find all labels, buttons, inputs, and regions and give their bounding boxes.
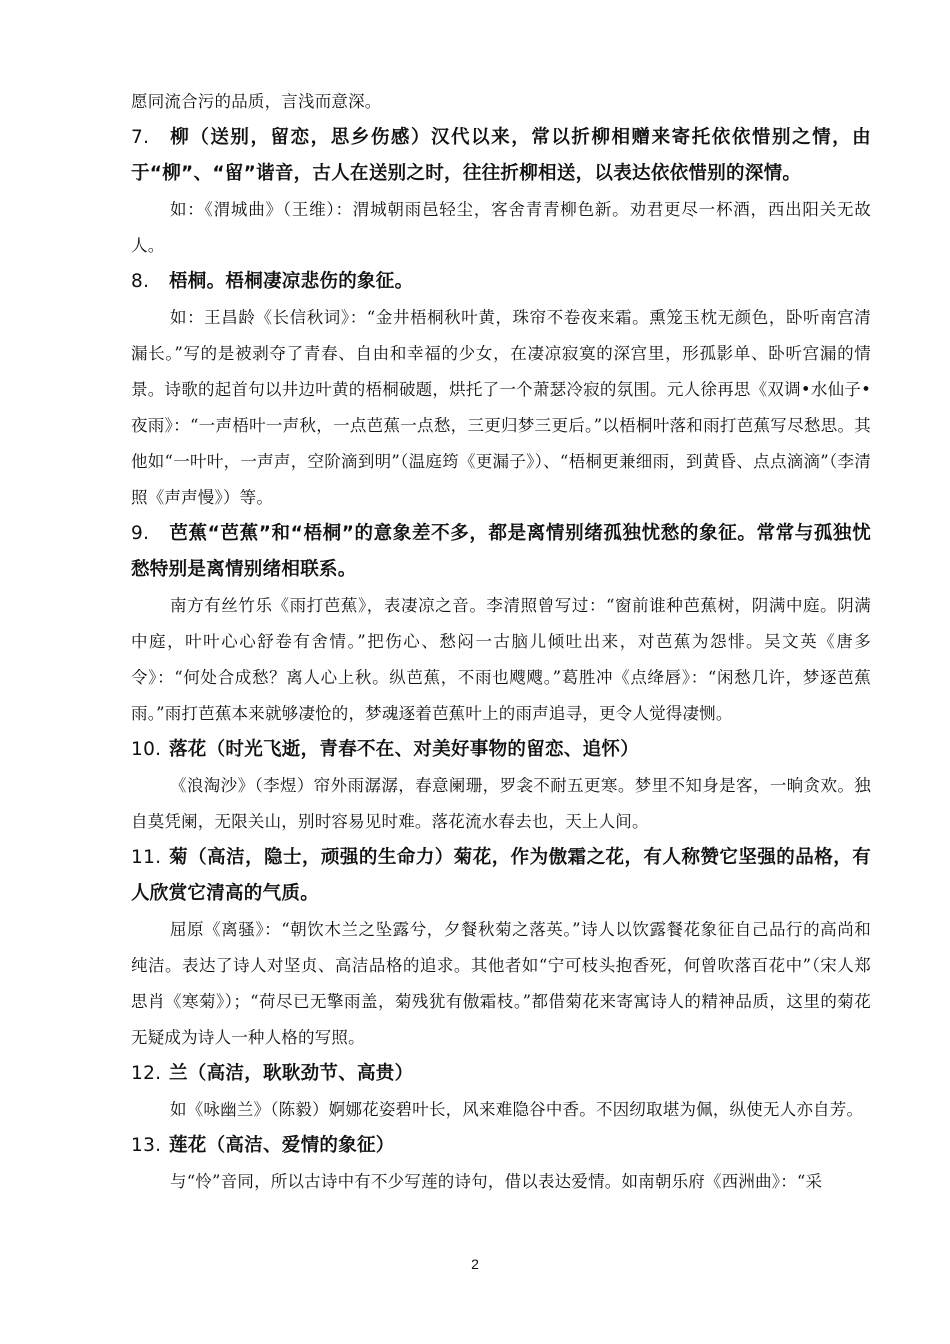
heading-text: 落花（时光飞逝，青春不在、对美好事物的留恋、追怀） <box>169 739 640 760</box>
heading-number: 9. <box>131 523 150 544</box>
heading-number: 10. <box>131 739 162 760</box>
heading-number: 13. <box>131 1135 162 1156</box>
heading-text: 莲花（高洁、爱情的象征） <box>169 1135 395 1156</box>
paragraph: 愿同流合污的品质，言浅而意深。 <box>131 92 382 111</box>
paragraph: 屈原《离骚》：“朝饮木兰之坠露兮，夕餐秋菊之落英。”诗人以饮露餐花象征自己品行的高尚和纯洁。表达了诗人对坚贞、高洁品格的追求。其他者如“宁可枝头抱香死，何曾吹落百花中”（宋人郑思肖《寒菊》）；“荷尽已无擎雨盖，菊残犹有傲霜枝。”都借菊花来寄寓诗人的精神品质，这里的菊花无疑成为诗人一种人格的写照。 <box>131 920 871 1047</box>
section-heading-7 <box>131 120 871 192</box>
heading-number: 11. <box>131 847 162 868</box>
heading-number: 7. <box>131 127 150 148</box>
heading-text: 梧桐。梧桐凄凉悲伤的象征。 <box>169 271 414 292</box>
heading-number: 8. <box>131 271 150 292</box>
section-heading-12 <box>131 1056 871 1092</box>
section-heading-9 <box>131 516 871 588</box>
section-heading-13 <box>131 1128 871 1164</box>
section-heading-10 <box>131 732 871 768</box>
heading-text: 芭蕉“芭蕉”和“梧桐”的意象差不多，都是离情别绪孤独忧愁的象征。常常与孤独忧愁特别是离情别绪相联系。 <box>131 523 871 580</box>
page-content <box>131 84 871 1200</box>
page-number: 2 <box>471 1256 479 1272</box>
paragraph: 《浪淘沙》（李煜）帘外雨潺潺，春意阑珊，罗衾不耐五更寒。梦里不知身是客，一晌贪欢。独自莫凭阑，无限关山，别时容易见时难。落花流水春去也，天上人间。 <box>131 776 871 831</box>
paragraph: 如：王昌龄《长信秋词》：“金井梧桐秋叶黄，珠帘不卷夜来霜。熏笼玉枕无颜色，卧听南宫清漏长。”写的是被剥夺了青春、自由和幸福的少女，在凄凉寂寞的深宫里，形孤影单、卧听宫漏的情景。诗歌的起首句以井边叶黄的梧桐破题，烘托了一个萧瑟冷寂的氛围。元人徐再思《双调•水仙子•夜雨》：“一声梧叶一声秋，一点芭蕉一点愁，三更归梦三更后。”以梧桐叶落和雨打芭蕉写尽愁思。其他如“一叶叶，一声声，空阶滴到明”（温庭筠《更漏子》）、“梧桐更兼细雨，到黄昏、点点滴滴”（李清照《声声慢》）等。 <box>131 308 871 507</box>
heading-number: 12. <box>131 1063 162 1084</box>
heading-text: 柳（送别，留恋，思乡伤感）汉代以来，常以折柳相赠来寄托依依惜别之情，由于“柳”、“留”谐音，古人在送别之时，往往折柳相送，以表达依依惜别的深情。 <box>131 127 871 184</box>
heading-text: 菊（高洁，隐士，顽强的生命力）菊花，作为傲霜之花，有人称赞它坚强的品格，有人欣赏它清高的气质。 <box>131 847 871 904</box>
paragraph: 与“怜”音同，所以古诗中有不少写莲的诗句，借以表达爱情。如南朝乐府《西洲曲》：“采 <box>170 1172 823 1191</box>
paragraph: 如：《渭城曲》（王维）：渭城朝雨邑轻尘，客舍青青柳色新。劝君更尽一杯酒，西出阳关无故人。 <box>131 200 871 255</box>
paragraph: 如《咏幽兰》（陈毅）婀娜花姿碧叶长，风来难隐谷中香。不因纫取堪为佩，纵使无人亦自芳。 <box>170 1100 864 1119</box>
paragraph: 南方有丝竹乐《雨打芭蕉》，表凄凉之音。李清照曾写过：“窗前谁种芭蕉树，阴满中庭。阴满中庭，叶叶心心舒卷有舍情。”把伤心、愁闷一古脑儿倾吐出来，对芭蕉为怨悱。吴文英《唐多令》：“何处合成愁？离人心上秋。纵芭蕉，不雨也飕飕。”葛胜冲《点绛唇》：“闲愁几许，梦逐芭蕉雨。”雨打芭蕉本来就够凄怆的，梦魂逐着芭蕉叶上的雨声追寻，更令人觉得凄恻。 <box>131 596 871 723</box>
section-heading-8 <box>131 264 871 300</box>
heading-text: 兰（高洁，耿耿劲节、高贵） <box>169 1063 414 1084</box>
section-heading-11 <box>131 840 871 912</box>
